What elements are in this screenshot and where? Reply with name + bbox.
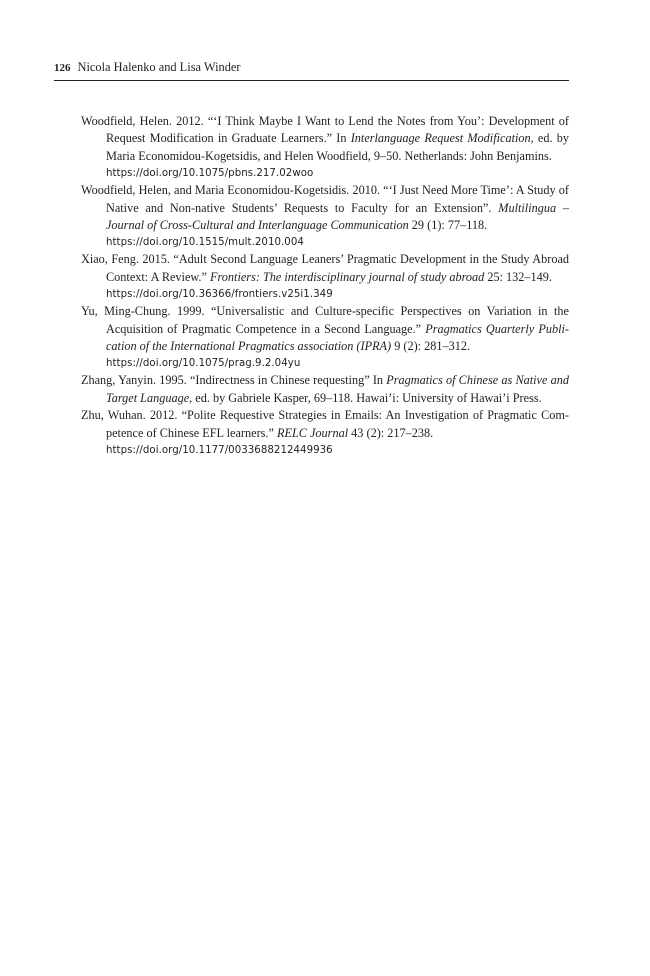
reference-text: 43 (2): 217–238.: [348, 425, 434, 440]
reference-text: 25: 132–149.: [484, 269, 552, 284]
reference-entry: [81, 182, 569, 251]
reference-entry: [81, 303, 569, 372]
reference-text: Yu, Ming-Chung. 1999. “Universalistic and Culture-specific Perspectives on Variation in the Acquisition of Pragmatic Competence in a Second Language.”: [81, 304, 569, 336]
running-head: [54, 58, 569, 77]
reference-text: 29 (1): 77–118.: [408, 218, 488, 233]
reference-text: Xiao, Feng. 2015. “Adult Second Language Leaners’ Pragmatic Development in the Study Abroad Context: A Review.”: [81, 252, 569, 284]
reference-text: Zhang, Yanyin. 1995. “Indirectness in Chinese requesting” In: [81, 373, 387, 388]
reference-entry: [81, 372, 569, 407]
reference-text: Woodfield, Helen. 2012. “‘I Think Maybe I Want to Lend the Notes from You’: Development of Request Modification in Graduate Learners.” In: [81, 114, 569, 146]
reference-doi-link[interactable]: https://doi.org/10.1075/pbns.217.02woo: [106, 168, 314, 180]
reference-text: , ed. by Maria Economidou-Kogetsidis, and Helen Woodfield, 9–50. Netherlands: John Benjamins.: [106, 131, 569, 163]
reference-entry: [81, 113, 569, 182]
reference-doi-link[interactable]: https://doi.org/10.1515/mult.2010.004: [106, 237, 304, 249]
header-rule: [54, 80, 569, 81]
reference-list: [81, 113, 569, 459]
page-number: 126: [54, 62, 71, 74]
reference-source-title: Pragmatics Quarterly Publication of the International Pragmatics association (IPRA): [106, 321, 569, 354]
reference-entry: [81, 407, 569, 459]
reference-doi-link[interactable]: https://doi.org/10.36366/frontiers.v25i1.349: [106, 289, 333, 301]
reference-source-title: RELC Journal: [276, 425, 349, 440]
reference-source-title: Multilingua – Journal of Cross-Cultural and Interlanguage Communication: [106, 200, 569, 233]
reference-doi-link[interactable]: https://doi.org/10.1075/prag.9.2.04yu: [106, 358, 301, 370]
running-head-authors: Nicola Halenko and Lisa Winder: [77, 60, 241, 74]
reference-source-title: Pragmatics of Chinese as Native and Target Language: [106, 373, 569, 405]
reference-source-title: Frontiers: The interdisciplinary journal of study abroad: [210, 269, 485, 284]
reference-doi-link[interactable]: https://doi.org/10.1177/0033688212449936: [106, 445, 333, 457]
reference-text: Zhu, Wuhan. 2012. “Polite Requestive Strategies in Emails: An Investigation of Pragmatic Competence of Chinese EFL learners.”: [81, 408, 569, 440]
reference-text: 9 (2): 281–312.: [391, 339, 471, 354]
reference-text: , ed. by Gabriele Kasper, 69–118. Hawai’i: University of Hawai’i Press.: [189, 390, 542, 405]
reference-source-title: Interlanguage Request Modification: [350, 131, 531, 146]
reference-entry: [81, 251, 569, 303]
reference-text: Woodfield, Helen, and Maria Economidou-Kogetsidis. 2010. “‘I Just Need More Time’: A Study of Native and Non-native Students’ Requests to Faculty for an Extension”.: [81, 183, 569, 215]
